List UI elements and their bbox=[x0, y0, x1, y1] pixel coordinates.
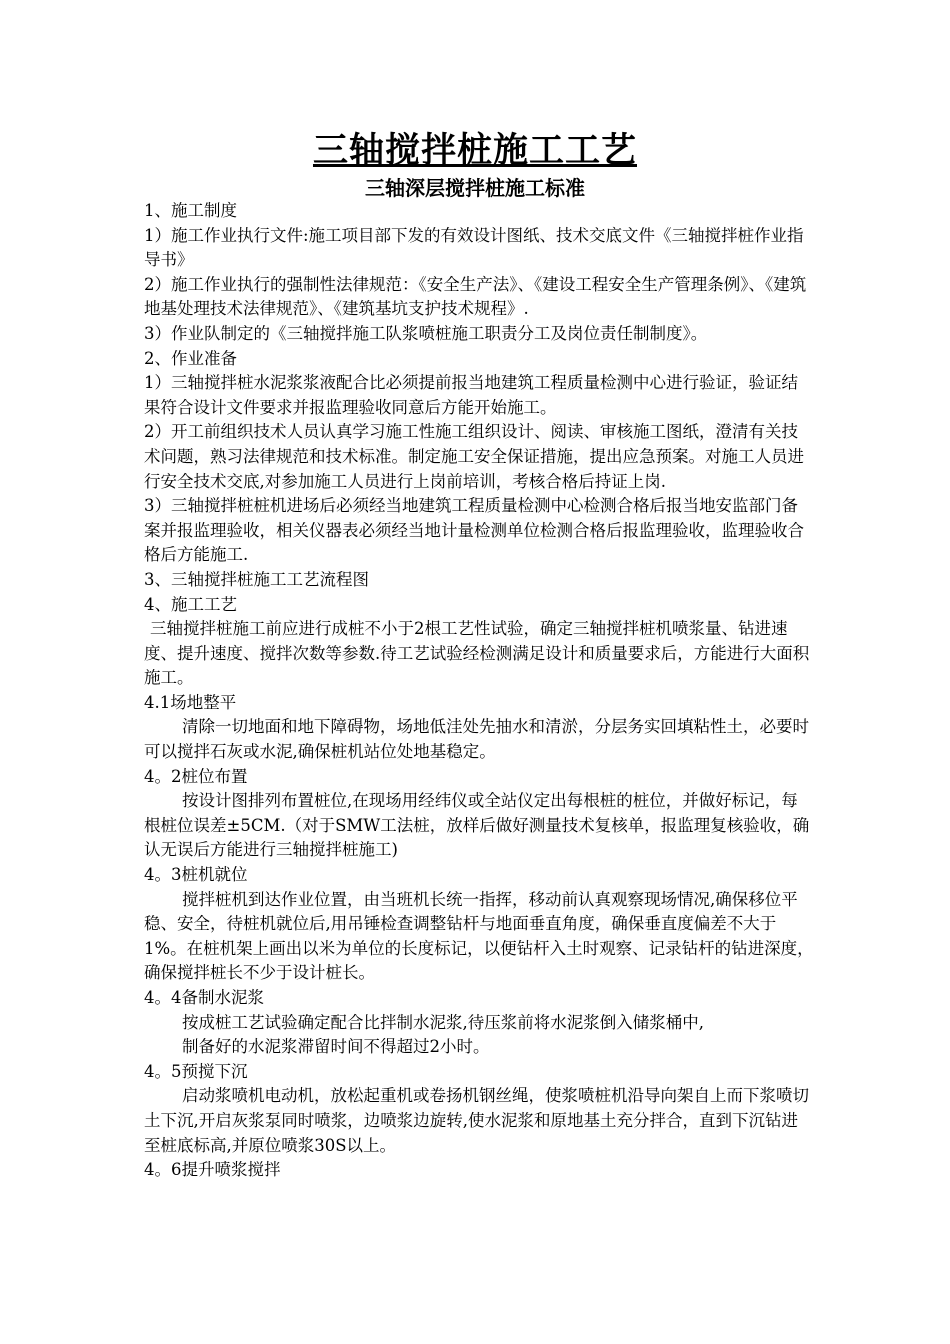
paragraph: 三轴搅拌桩施工前应进行成桩不小于2根工艺性试验，确定三轴搅拌桩机喷浆量、钻进速度、提升速度、搅拌次数等参数.待工艺试验经检测满足设计和质量要求后，方能进行大面积施工。 bbox=[144, 619, 810, 688]
section-heading: 3、三轴搅拌桩施工工艺流程图 bbox=[144, 569, 369, 589]
paragraph: 按成桩工艺试验确定配合比拌制水泥浆,待压浆前将水泥浆倒入储浆桶中, bbox=[182, 1012, 704, 1032]
paragraph: 3）作业队制定的《三轴搅拌施工队浆喷桩施工职责分工及岗位责任制制度》。 bbox=[144, 323, 708, 343]
subsection-heading: 4。2桩位布置 bbox=[144, 766, 248, 786]
subsection-heading: 4.1场地整平 bbox=[144, 692, 237, 712]
section-heading: 4、施工工艺 bbox=[144, 594, 237, 614]
section-heading: 2、作业准备 bbox=[144, 348, 237, 368]
paragraph: 制备好的水泥浆滞留时间不得超过2小时。 bbox=[182, 1037, 490, 1057]
paragraph: 3）三轴搅拌桩桩机进场后必须经当地建筑工程质量检测中心检测合格后报当地安监部门备案并报监理验收，相关仪器表必须经当地计量检测单位检测合格后报监理验收，监理验收合格后方能施工. bbox=[144, 496, 804, 565]
paragraph: 2）开工前组织技术人员认真学习施工性施工组织设计、阅读、审核施工图纸，澄清有关技术问题，熟习法律规范和技术标准。制定施工安全保证措施，提出应急预案。对施工人员进行安全技术交底,对参加施工人员进行上岗前培训，考核合格后持证上岗. bbox=[144, 422, 804, 491]
subsection-heading: 4。6提升喷浆搅拌 bbox=[144, 1160, 281, 1180]
section-heading: 1、施工制度 bbox=[144, 201, 237, 220]
paragraph: 搅拌桩机到达作业位置，由当班机长统一指挥，移动前认真观察现场情况,确保移位平稳、安全，待桩机就位后,用吊锤检查调整钻杆与地面垂直角度，确保垂直度偏差不大于1%。在桩机架上画出以米为单位的长度标记，以便钻杆入土时观察、记录钻杆的钻进深度，确保搅拌桩长不少于设计桩长。 bbox=[144, 889, 814, 983]
paragraph: 启动浆喷机电动机，放松起重机或卷扬机钢丝绳，使浆喷桩机沿导向架自上而下浆喷切土下沉,开启灰浆泵同时喷浆，边喷浆边旋转,使水泥浆和原地基土充分拌合，直到下沉钻进至桩底标高,并原位喷浆30S以上。 bbox=[144, 1086, 809, 1155]
document-body bbox=[144, 199, 814, 1183]
subsection-heading: 4。4备制水泥浆 bbox=[144, 988, 264, 1007]
document-subtitle: 三轴深层搅拌桩施工标准 bbox=[365, 176, 585, 200]
subsection-heading: 4。3桩机就位 bbox=[144, 865, 248, 885]
document-title: 三轴搅拌桩施工工艺 bbox=[312, 130, 637, 171]
paragraph: 清除一切地面和地下障碍物，场地低洼处先抽水和清淤，分层务实回填粘性土，必要时可以搅拌石灰或水泥,确保桩机站位处地基稳定。 bbox=[144, 717, 809, 762]
paragraph: 1）施工作业执行文件:施工项目部下发的有效设计图纸、技术交底文件《三轴搅拌桩作业指导书》 bbox=[144, 225, 804, 270]
subsection-heading: 4。5预搅下沉 bbox=[144, 1061, 248, 1081]
paragraph: 2）施工作业执行的强制性法律规范：《安全生产法》、《建设工程安全生产管理条例》、《建筑地基处理技术法律规范》、《建筑基坑支护技术规程》. bbox=[144, 274, 807, 319]
paragraph: 1）三轴搅拌桩水泥浆浆液配合比必须提前报当地建筑工程质量检测中心进行验证，验证结果符合设计文件要求并报监理验收同意后方能开始施工。 bbox=[144, 373, 798, 417]
paragraph: 按设计图排列布置桩位,在现场用经纬仪或全站仪定出每根桩的桩位，并做好标记，每根桩位误差±5CM.（对于SMW工法桩，放样后做好测量技术复核单，报监理复核验收，确认无误后方能进行三轴搅拌桩施工) bbox=[144, 791, 810, 860]
